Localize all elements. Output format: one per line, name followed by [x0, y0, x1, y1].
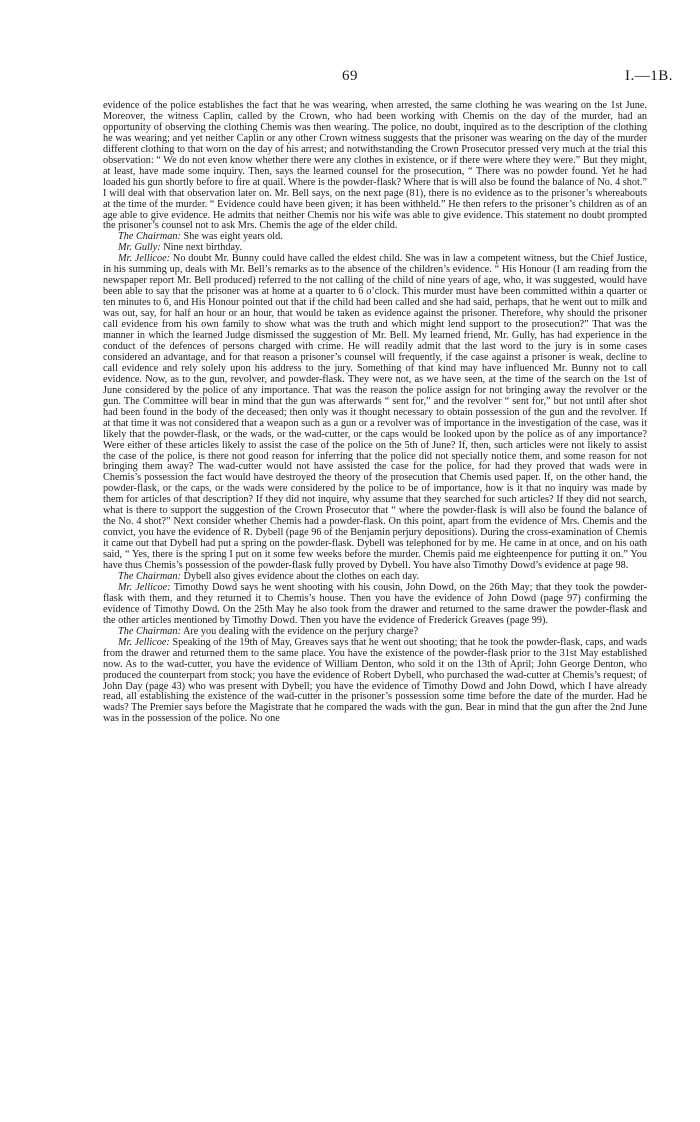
speaker-label: The Chairman:: [118, 570, 181, 582]
speaker-label: Mr. Gully:: [118, 242, 161, 254]
paragraph-text: Speaking of the 19th of May, Greaves says that he went out shooting; that he took the powder-flask, caps, and wads from the drawer and returned them to the same place. You have the existence of the powder-flask prior to the 31st May established now. As to the wad-cutter, you have the evidence of William Denton, who sold it on the 13th of April; John George Denton, who produced the counterpart from stock; you have the evidence of Robert Dybell, who purchased the wad-cutter at Chemis’s request; of John Day (page 43) who was present with Dybell; you have the evidence of Timothy Dowd and John Dowd, which I have already read, all establishing the existence of the wad-cutter in the prisoner’s possession some time before the date of the murder. Had he wads? The Premier says before the Magistrate that he compared the wads with the gun. Bear in mind that the gun after the 2nd June was in the possession of the police. No one: [103, 636, 648, 725]
paragraph: [103, 583, 647, 627]
paragraph-text: No doubt Mr. Bunny could have called the eldest child. She was in law a competent witness, but the Chief Justice, in his summing up, deals with Mr. Bell’s remarks as to the absence of the children’s evidence. “ His Honour (I am reading from the newspaper report Mr. Bell produced) referred to the not calling of the child of nine years of age, who, it was suggested, would have been able to say that the prisoner was at home at a quarter to 6 o’clock. This murder must have been committed within a quarter or ten minutes to 6, and His Honour pointed out that if the child had been called and she had said, perhaps, that he went out to milk and was out, say, for half an hour or an hour, that would be taken as evidence against the prisoner. Therefore, why should the prisoner call evidence from his own family to show what was the truth and which might lend support to the prosecution?” That was the manner in which the learned Judge dismissed the suggestion of Mr. Bell. My learned friend, Mr. Gully, has had experience in the conduct of the defences of persons charged with crime. He will readily admit that the last word to the jury is in some cases considered an advantage, and for that reason a prisoner’s counsel will frequently, if the case against a prisoner is weak, decline to call evidence and rely solely upon his address to the jury. Something of that kind may have influenced Mr. Bunny not to call evidence. Now, as to the gun, revolver, and powder-flask. They were not, as we have seen, at the time of the search on the 1st of June considered by the police of any importance. That was the reason the police assign for not bringing away the revolver or the gun. The Committee will bear in mind that the gun was afterwards “ sent for,” and the revolver “ sent for,” but not until after shot had been found in the body of the deceased; then only was it thought necessary to obtain possession of the gun and the revolver. If at that time it was not considered that a weapon such as a gun or a revolver was of importance in the investigation of the case, was it likely that the powder-flask, or the wads, or the wad-cutter, or the caps would be looked upon by the police as of any importance? Were either of these articles likely to assist the case of the police on the 5th of June? If, then, such articles were not likely to assist the case of the police, is there not good reason for inferring that the police did not specially notice them, and some reason for not bringing them away? The wad-cutter would not have assisted the case for the police, for had they proved that wads were in Chemis’s possession the fact would have destroyed the theory of the prosecution that Chemis used paper. If, on the other hand, the powder-flask, or the caps, or the wads were considered by the police to be of importance, how is it that no inquiry was made by them for articles of that description? If they did not inquire, why assume that they searched for such articles? If they did not search, what is there to support the suggestion of the Crown Prosecutor that “ where the powder-flask is will also be found the balance of the No. 4 shot?” Next consider whether Chemis had a powder-flask. On this point, apart from the evidence of Mrs. Chemis and the convict, you have the evidence of R. Dybell (page 96 of the Benjamin perjury depositions). During the cross-examination of Chemis it came out that Dybell had put a spring on the powder-flask. Dybell was telephoned for by me. He came in at once, and on his oath said, “ Yes, there is the spring I put on it some few weeks before the murder. Chemis paid me eighteenpence for putting it on.” You have thus Chemis’s possession of the powder-flask fully proved by Dybell. You have also Timothy Dowd’s evidence at page 98.: [103, 253, 648, 572]
paragraph: [103, 638, 647, 726]
paragraph: [103, 254, 647, 572]
document-reference: I.—1B.: [625, 68, 673, 84]
speaker-label: The Chairman:: [118, 625, 181, 637]
paragraph-text: evidence of the police establishes the fact that he was wearing, when arrested, the same clothing he was wearing on the 1st June. Moreover, the witness Caplin, called by the Crown, who had been working with Chemis on the day of the murder, had an opportunity of observing the clothing Chemis was then wearing. The police, no doubt, inquired as to the description of the clothing he was wearing; and yet neither Caplin or any other Crown witness suggests that the prisoner was wearing on the day of the murder different clothing to that worn on the day of his arrest; and notwithstanding the Crown Prosecutor pressed very much at the trial this observation: “ We do not even know whether there were any clothes in existence, or if there were where they were.” But they might, at least, have made some inquiry. Then, says the learned counsel for the prosecution, “ There was no powder found. Yet he had loaded his gun shortly before to fire at quail. Where is the powder-flask? Where that is will also be found the balance of No. 4 shot.” I will deal with that observation later on. Mr. Bell says, on the next page (81), there is no evidence as to the prisoner’s whereabouts at the time of the murder. “ Evidence could have been given; it has been withheld.” He then refers to the prisoner’s children as of an age able to give evidence. He admits that neither Chemis nor his wife was able to give evidence. This statement no doubt prompted the prisoner’s counsel not to ask Mrs. Chemis the age of the elder child.: [103, 100, 647, 232]
paragraph-text: Nine next birthday.: [163, 242, 243, 254]
speaker-label: The Chairman:: [118, 231, 181, 243]
paragraph-text: Timothy Dowd says he went shooting with his cousin, John Dowd, on the 26th May; that they took the powder-flask with them, and they returned it to Chemis’s house. Then you have the evidence of John Dowd (page 97) confirming the evidence of Timothy Dowd. On the 25th May he also took from the drawer and returned to the same drawer the powder-flask and the other articles mentioned by Timothy Dowd. Then you have the evidence of Frederick Greaves (page 99).: [103, 581, 647, 626]
page-number: 69: [342, 68, 358, 84]
speaker-label: Mr. Jellicoe:: [118, 581, 171, 593]
body-text: [103, 101, 647, 725]
paragraph-text: She was eight years old.: [183, 231, 283, 243]
paragraph-text: Dybell also gives evidence about the clothes on each day.: [183, 570, 420, 582]
paragraph-text: Are you dealing with the evidence on the perjury charge?: [182, 625, 419, 637]
speaker-label: Mr. Jellicoe:: [118, 253, 171, 265]
speaker-label: Mr. Jellicoe:: [118, 636, 170, 648]
paragraph: [103, 101, 647, 232]
